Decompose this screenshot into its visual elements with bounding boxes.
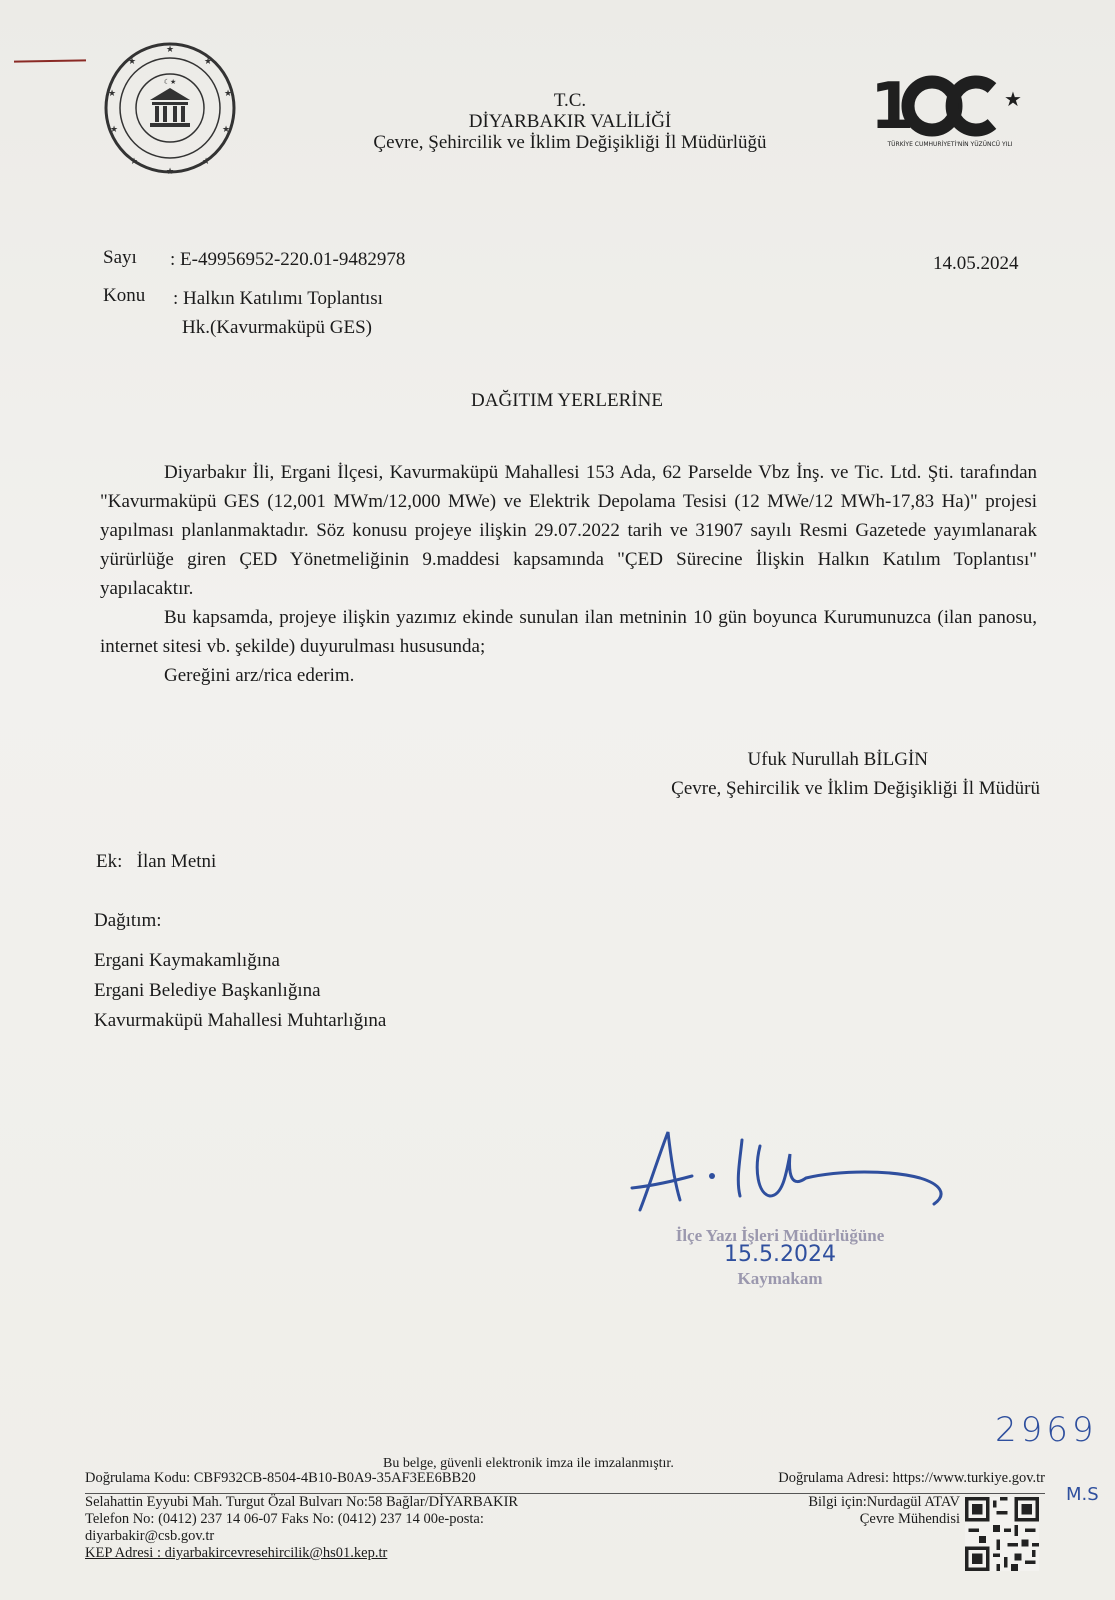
footer-address: Selahattin Eyyubi Mah. Turgut Özal Bulvarı No:58 Bağlar/DİYARBAKIR (85, 1494, 519, 1510)
distribution-item: Ergani Kaymakamlığına (94, 950, 280, 971)
handwritten-number: 2969 (995, 1410, 1098, 1450)
verification-row (85, 1470, 1045, 1487)
ministry-seal-icon (100, 40, 240, 176)
svg-text:☾★: ☾★ (163, 78, 177, 86)
svg-text:★: ★ (107, 88, 117, 98)
attachment-label: Ek: (96, 851, 123, 872)
stamp-recipient: İlçe Yazı İşleri Müdürlüğüne (675, 1226, 885, 1245)
distribution-heading: DAĞITIM YERLERİNE (471, 390, 663, 411)
letterhead-governorship: DİYARBAKIR VALİLİĞİ (468, 111, 672, 132)
body-paragraph-2: Bu kapsamda, projeye ilişkin yazımız ekinde sunulan ilan metninin 10 gün boyunca Kurumunuzca (ilan panosu, internet sitesi vb. şekilde) duyurulması hususunda; (100, 607, 1037, 657)
konu-label: Konu (103, 285, 146, 306)
svg-text:★: ★ (221, 124, 231, 134)
letterhead (300, 90, 840, 153)
konu-line-1: : Halkın Katılımı Toplantısı (173, 288, 383, 309)
handwritten-initials: M.S (1066, 1484, 1099, 1505)
footer-email[interactable]: diyarbakir@csb.gov.tr (85, 1528, 215, 1544)
svg-text:★: ★ (203, 56, 213, 66)
svg-text:★: ★ (201, 156, 211, 166)
svg-text:★: ★ (165, 44, 175, 54)
stamp-date: 15.5.2024 (724, 1242, 836, 1267)
info-contact-name: Bilgi için:Nurdagül ATAV (808, 1494, 960, 1510)
svg-text:★: ★ (129, 156, 139, 166)
pen-mark (14, 59, 86, 62)
distribution-item: Ergani Belediye Başkanlığına (94, 980, 321, 1001)
letterhead-directorate: Çevre, Şehircilik ve İklim Değişikliği İl Müdürlüğü (373, 132, 767, 153)
footer-phone: Telefon No: (0412) 237 14 06-07 Faks No: (0412) 237 14 00e-posta: (85, 1511, 484, 1527)
sayi-label: Sayı (103, 247, 137, 268)
signatory-block (580, 745, 1040, 803)
signatory-title: Çevre, Şehircilik ve İklim Değişikliği İl Müdürü (671, 778, 1040, 799)
info-contact-title: Çevre Mühendisi (859, 1511, 960, 1527)
svg-text:★: ★ (127, 56, 137, 66)
verification-address[interactable]: Doğrulama Adresi: https://www.turkiye.gov.tr (778, 1470, 1045, 1486)
verification-code: Doğrulama Kodu: CBF932CB-8504-4B10-B0A9-35AF3EE6BB20 (85, 1470, 476, 1486)
attachment-line (96, 851, 216, 873)
qr-code-icon (965, 1497, 1039, 1571)
signatory-name: Ufuk Nurullah BİLGİN (747, 749, 928, 770)
e-signature-note: Bu belge, güvenli elektronik imza ile imzalanmıştır. (383, 1456, 674, 1471)
incoming-stamp (640, 1226, 920, 1306)
stamp-title: Kaymakam (737, 1269, 823, 1288)
handwritten-signature-icon (630, 1130, 960, 1230)
letterhead-tc: T.C. (553, 90, 587, 111)
centennial-logo-icon (870, 66, 1030, 156)
body-paragraph-1: Diyarbakır İli, Ergani İlçesi, Kavurmaküpü Mahallesi 153 Ada, 62 Parselde Vbz İnş. ve Tic. Ltd. Şti. tarafından "Kavurmaküpü GES (12,001 MWm/12,000 MWe) ve Elektrik Depolama Tesisi (12 MWe/12 MWh-17,83 Ha)" projesi yapılması planlanmaktadır. Söz konusu projeye ilişkin 29.07.2022 tarih ve 31907 sayılı Resmi Gazetede yayımlanarak yürürlüğe giren ÇED Yönetmeliğinin 9.maddesi kapsamında "ÇED Sürecine İlişkin Halkın Katılım Toplantısı" yapılacaktır. (100, 462, 1037, 599)
svg-text:1: 1 (870, 70, 907, 144)
svg-text:★: ★ (223, 88, 233, 98)
svg-text:★: ★ (109, 124, 119, 134)
svg-text:★: ★ (165, 166, 175, 176)
body-paragraph-3: Gereğini arz/rica ederim. (164, 665, 355, 686)
distribution-item: Kavurmaküpü Mahallesi Muhtarlığına (94, 1010, 387, 1031)
distribution-label: Dağıtım: (94, 910, 162, 931)
info-contact-block (760, 1494, 960, 1528)
document-date: 14.05.2024 (933, 253, 1019, 274)
konu-line-2: Hk.(Kavurmaküpü GES) (182, 317, 372, 338)
sayi-value: : E-49956952-220.01-9482978 (170, 249, 406, 270)
distribution-list (94, 906, 386, 1036)
footer-kep[interactable]: KEP Adresi : diyarbakircevresehircilik@hs01.kep.tr (85, 1545, 388, 1561)
svg-text:★: ★ (1004, 89, 1022, 111)
attachment-value: İlan Metni (136, 851, 217, 872)
contact-details (85, 1494, 518, 1562)
letter-body (100, 458, 1037, 690)
svg-text:TÜRKİYE CUMHURİYETİ'NİN YÜZÜNC: TÜRKİYE CUMHURİYETİ'NİN YÜZÜNCÜ YILI (887, 141, 1013, 148)
